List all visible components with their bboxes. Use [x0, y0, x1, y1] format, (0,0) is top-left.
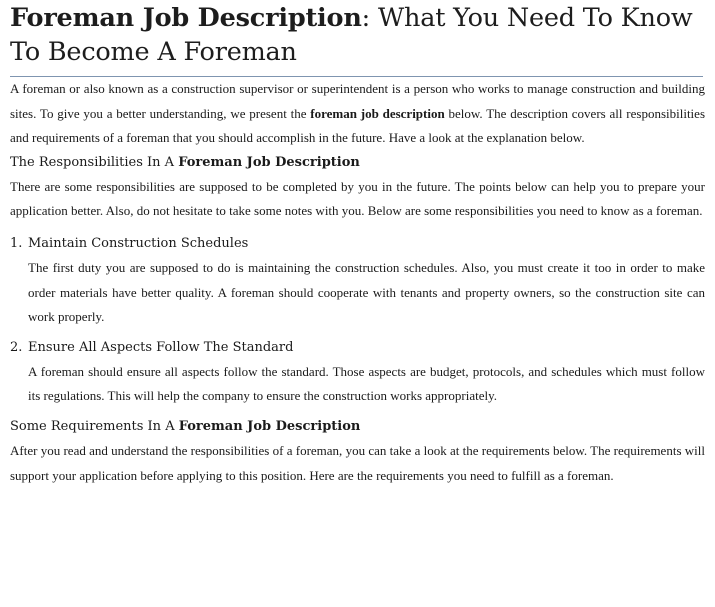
intro-text-after: below. The description covers all responsibilities and requirements of a foreman that you should accomplish in the future. Have a look at the explanation below.: [10, 105, 705, 146]
responsibilities-heading-bold: Foreman Job Description: [178, 154, 360, 170]
list-item-number: 2.: [10, 339, 23, 355]
list-item-title: [10, 336, 705, 360]
intro-text-before: A foreman or also known as a construction supervisor or superintendent is a person who works to manage construction and building sites. To give you a better understanding, we present the: [10, 81, 705, 121]
list-item-number: 1.: [10, 235, 23, 251]
list-item: [10, 232, 705, 330]
responsibilities-paragraph: There are some responsibilities are supposed to be completed by you in the future. The points below can help you to prepare your application better. Also, do not hesitate to take some notes with you. Below are some responsibilities you need to know as a foreman.: [10, 178, 705, 219]
list-item-title-text: Ensure All Aspects Follow The Standard: [28, 339, 294, 355]
list-item-title-text: Maintain Construction Schedules: [28, 235, 249, 251]
list-item-title: [10, 232, 705, 256]
responsibilities-heading-prefix: The Responsibilities In A: [10, 154, 179, 170]
list-item-description: The first duty you are supposed to do is maintaining the construction schedules. Also, you must create it too in order to make order materials have better quality. A foreman should cooperate with tenants and property owners, so the construction site can work properly.: [28, 259, 705, 325]
requirements-heading-prefix: Some Requirements In A: [10, 418, 179, 434]
intro-paragraph: [10, 77, 705, 151]
page-title: [10, 0, 705, 69]
requirements-heading-bold: Foreman Job Description: [178, 418, 361, 434]
requirements-paragraph: After you read and understand the responsibilities of a foreman, you can take a look at the requirements below. The requirements will support your application before applying to this position. Here are the requirements you need to fulfill as a foreman.: [10, 442, 705, 483]
responsibilities-list: [10, 232, 705, 409]
intro-keyword: foreman job description: [310, 105, 445, 121]
list-item: [10, 336, 705, 409]
article: [10, 0, 705, 488]
requirements-heading: [10, 415, 705, 439]
list-item-description: A foreman should ensure all aspects follow the standard. Those aspects are budget, protocols, and schedules which must follow its regulations. This will help the company to ensure the construction works appropriately.: [28, 363, 705, 404]
page-title-rest: : What You Need To Know To Become A Foreman: [10, 3, 693, 67]
page-title-bold: Foreman Job Description: [10, 3, 362, 33]
responsibilities-heading: [10, 151, 705, 175]
